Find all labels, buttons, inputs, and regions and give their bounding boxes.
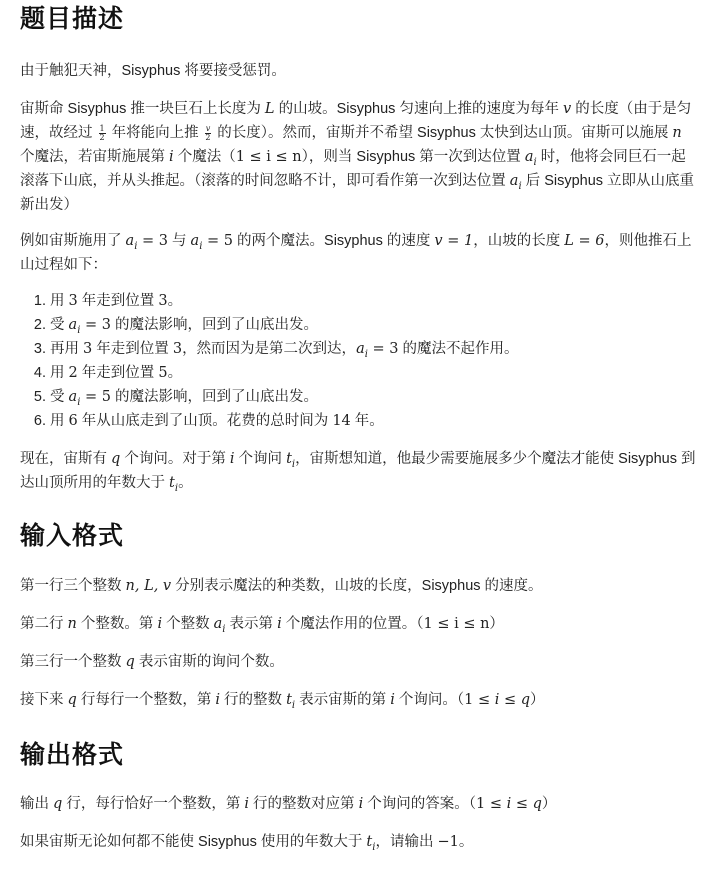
list-item: 5. 受 $a_i = 5$ 的魔法影响，回到了山底出发。 [50,385,700,409]
desc-paragraph-3: 例如宙斯施用了 $a_i = 3$ 与 $a_i = 5$ 的两个魔法。Sisyphus 的速度 v = 1，山坡的长度 L = 6，则他推石上山过程如下： [20,233,692,273]
heading-output-format: 输出格式 [20,741,125,769]
process-steps [20,289,700,433]
list-item: 3. 再用 3 年走到位置 3，然而因为是第二次到达，$a_i = 3$ 的魔法不起作用。 [50,337,700,361]
input-line-3: 第三行一个整数 q 表示宙斯的询问个数。 [20,654,284,670]
heading-input-format: 输入格式 [20,522,125,550]
input-line-2: 第二行 n 个整数。第 i 个整数 $a_i$ 表示第 i 个魔法作用的位置。（1 ≤ i ≤ n） [20,616,504,635]
desc-paragraph-4: 现在，宙斯有 q 个询问。对于第 i 个询问 $t_i$，宙斯想知道，他最少需要施展多少个魔法才能使 Sisyphus 到达山顶所用的年数大于 $t_i$。 [20,451,696,494]
list-item: 6. 用 6 年从山底走到了山顶。花费的总时间为 14 年。 [50,409,700,433]
desc-paragraph-2: 宙斯命 Sisyphus 推一块巨石上长度为 L 的山坡。Sisyphus 匀速向上推的速度为每年 v 的长度（由于是匀速，故经过 $\frac{1}{2}$ 年将能向上推 $\frac{v}{2}$ 的长度）。然而，宙斯并不希望 Sisyphus 太快到达山顶。宙斯可以施展 n 个魔法，若宙斯施展第 i 个魔法（1 ≤ i ≤ n），则当 Sisyphus 第一次到达位置 $a_i$ 时，他将会同巨石一起滚落下山底，并从头推起。（滚落的时间忽略不计，即可看作第一次到达位置 $a_i$ 后 Sisyphus 立即从山底重新出发） [20,101,695,213]
list-item: 2. 受 $a_i = 3$ 的魔法影响，回到了山底出发。 [50,313,700,337]
fraction-v-half: $\frac{v}{2}$ [205,123,211,142]
problem-statement [0,2,720,854]
heading-description: 题目描述 [20,5,125,33]
list-item: 4. 用 2 年走到位置 5。 [50,361,700,385]
output-line-1: 输出 q 行，每行恰好一个整数，第 i 行的整数对应第 i 个询问的答案。（1 ≤ i ≤ q） [20,796,557,812]
output-line-2: 如果宙斯无论如何都不能使 Sisyphus 使用的年数大于 $t_i$，请输出 −1。 [20,834,474,853]
fraction-one-half: $\frac{1}{2}$ [99,123,105,142]
input-line-4: 接下来 q 行每行一个整数，第 i 行的整数 $t_i$ 表示宙斯的第 i 个询问。（1 ≤ i ≤ q） [20,692,545,711]
input-line-1: 第一行三个整数 n, L, v 分别表示魔法的种类数，山坡的长度，Sisyphus 的速度。 [20,578,543,594]
list-item: 1. 用 3 年走到位置 3。 [50,289,700,313]
desc-intro: 由于触犯天神，Sisyphus 将要接受惩罚。 [20,63,286,79]
